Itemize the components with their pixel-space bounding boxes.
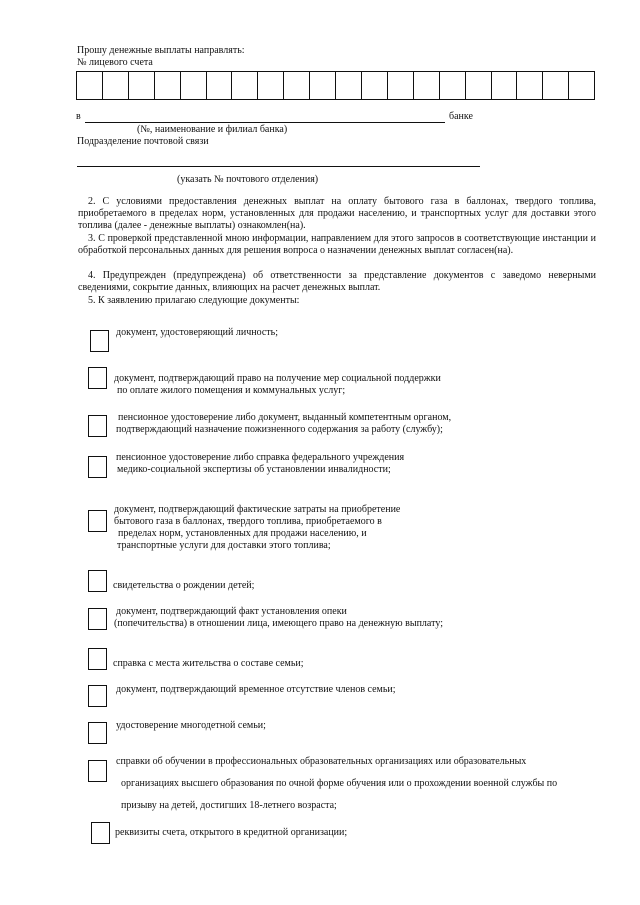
account-digit-cell[interactable] bbox=[466, 72, 492, 99]
paragraph-2-text: 2. С условиями предоставления денежных выплат на оплату бытового газа в баллонах, твердого топлива, приобретаемого в пределах норм, установленных для продажи населению, и транспортных услуг для доставки этого топлива (далее - денежные выплаты) ознакомлен(на). bbox=[78, 196, 596, 231]
header-line-2: № лицевого счета bbox=[77, 57, 153, 68]
document-label: (попечительства) в отношении лица, имеющего право на денежную выплату; bbox=[114, 618, 443, 629]
document-checkbox[interactable] bbox=[88, 760, 107, 782]
document-label: документ, подтверждающий право на получение мер социальной поддержки bbox=[114, 373, 441, 384]
account-digit-cell[interactable] bbox=[440, 72, 466, 99]
bank-prefix: в bbox=[76, 111, 81, 122]
document-label: справки об обучении в профессиональных образовательных организациях или образовательных bbox=[116, 756, 527, 767]
account-digit-cell[interactable] bbox=[310, 72, 336, 99]
header-line-1: Прошу денежные выплаты направлять: bbox=[77, 45, 245, 56]
document-checkbox[interactable] bbox=[91, 822, 110, 844]
account-digit-cell[interactable] bbox=[492, 72, 518, 99]
document-label: пенсионное удостоверение либо документ, выданный компетентным органом, bbox=[118, 412, 452, 423]
post-label: Подразделение почтовой связи bbox=[77, 136, 209, 147]
document-label: документ, подтверждающий фактические затраты на приобретение bbox=[114, 504, 401, 515]
document-checkbox[interactable] bbox=[88, 456, 107, 478]
account-digit-cell[interactable] bbox=[388, 72, 414, 99]
document-label: удостоверение многодетной семьи; bbox=[116, 720, 266, 731]
account-digit-cell[interactable] bbox=[207, 72, 233, 99]
document-checkbox[interactable] bbox=[88, 570, 107, 592]
account-digit-cell[interactable] bbox=[181, 72, 207, 99]
document-checkbox[interactable] bbox=[88, 608, 107, 630]
account-digit-cell[interactable] bbox=[336, 72, 362, 99]
document-label: свидетельства о рождении детей; bbox=[113, 580, 255, 591]
account-digit-cell[interactable] bbox=[543, 72, 569, 99]
document-label: реквизиты счета, открытого в кредитной организации; bbox=[115, 827, 348, 838]
document-label: документ, подтверждающий факт установления опеки bbox=[116, 606, 347, 617]
document-label: призыву на детей, достигших 18-летнего возраста; bbox=[121, 800, 337, 811]
account-digit-cell[interactable] bbox=[77, 72, 103, 99]
document-label: медико-социальной экспертизы об установлении инвалидности; bbox=[117, 464, 391, 475]
account-digit-cell[interactable] bbox=[414, 72, 440, 99]
post-office-field[interactable] bbox=[77, 166, 480, 167]
post-caption: (указать № почтового отделения) bbox=[177, 174, 319, 185]
account-digit-cell[interactable] bbox=[129, 72, 155, 99]
paragraph-5-text: 5. К заявлению прилагаю следующие документы: bbox=[88, 295, 300, 306]
document-label: пределах норм, установленных для продажи населению, и bbox=[118, 528, 367, 539]
bank-caption: (№, наименование и филиал банка) bbox=[137, 124, 288, 135]
document-label: бытового газа в баллонах, твердого топлива, приобретаемого в bbox=[114, 516, 382, 527]
document-label: организациях высшего образования по очной форме обучения или о прохождении военной службы по bbox=[121, 778, 558, 789]
account-digit-cell[interactable] bbox=[232, 72, 258, 99]
document-checkbox[interactable] bbox=[88, 648, 107, 670]
bank-suffix: банке bbox=[449, 111, 473, 122]
account-digit-cell[interactable] bbox=[258, 72, 284, 99]
document-checkbox[interactable] bbox=[88, 722, 107, 744]
document-label: по оплате жилого помещения и коммунальных услуг; bbox=[117, 385, 346, 396]
account-digit-cell[interactable] bbox=[517, 72, 543, 99]
bank-name-field[interactable] bbox=[85, 122, 445, 123]
paragraph-5 bbox=[78, 295, 596, 307]
account-number-grid[interactable] bbox=[76, 71, 595, 100]
document-label: справка с места жительства о составе семьи; bbox=[113, 658, 304, 669]
account-digit-cell[interactable] bbox=[362, 72, 388, 99]
document-checkbox[interactable] bbox=[88, 685, 107, 707]
account-digit-cell[interactable] bbox=[155, 72, 181, 99]
account-digit-cell[interactable] bbox=[284, 72, 310, 99]
document-label: подтверждающий назначение пожизненного содержания за работу (службу); bbox=[116, 424, 443, 435]
document-checkbox[interactable] bbox=[90, 330, 109, 352]
paragraph-4 bbox=[78, 270, 596, 294]
paragraph-3-text: 3. С проверкой представленной мною информации, направлением для этого запросов в соответствующие инстанции и обработкой персональных данных для решения вопроса о назначении денежных выплат согласен(на). bbox=[78, 233, 596, 256]
paragraph-4-text: 4. Предупрежден (предупреждена) об ответственности за представление документов с заведомо неверными сведениями, сокрытие данных, влияющих на расчет денежных выплат. bbox=[78, 270, 596, 293]
account-digit-cell[interactable] bbox=[103, 72, 129, 99]
document-label: пенсионное удостоверение либо справка федерального учреждения bbox=[116, 452, 405, 463]
document-label: документ, удостоверяющий личность; bbox=[116, 327, 278, 338]
document-label: транспортные услуги для доставки этого топлива; bbox=[117, 540, 331, 551]
document-checkbox[interactable] bbox=[88, 367, 107, 389]
paragraph-3 bbox=[78, 233, 596, 257]
document-checkbox[interactable] bbox=[88, 415, 107, 437]
document-checkbox[interactable] bbox=[88, 510, 107, 532]
account-digit-cell[interactable] bbox=[569, 72, 594, 99]
paragraph-2 bbox=[78, 196, 596, 232]
document-label: документ, подтверждающий временное отсутствие членов семьи; bbox=[116, 684, 396, 695]
